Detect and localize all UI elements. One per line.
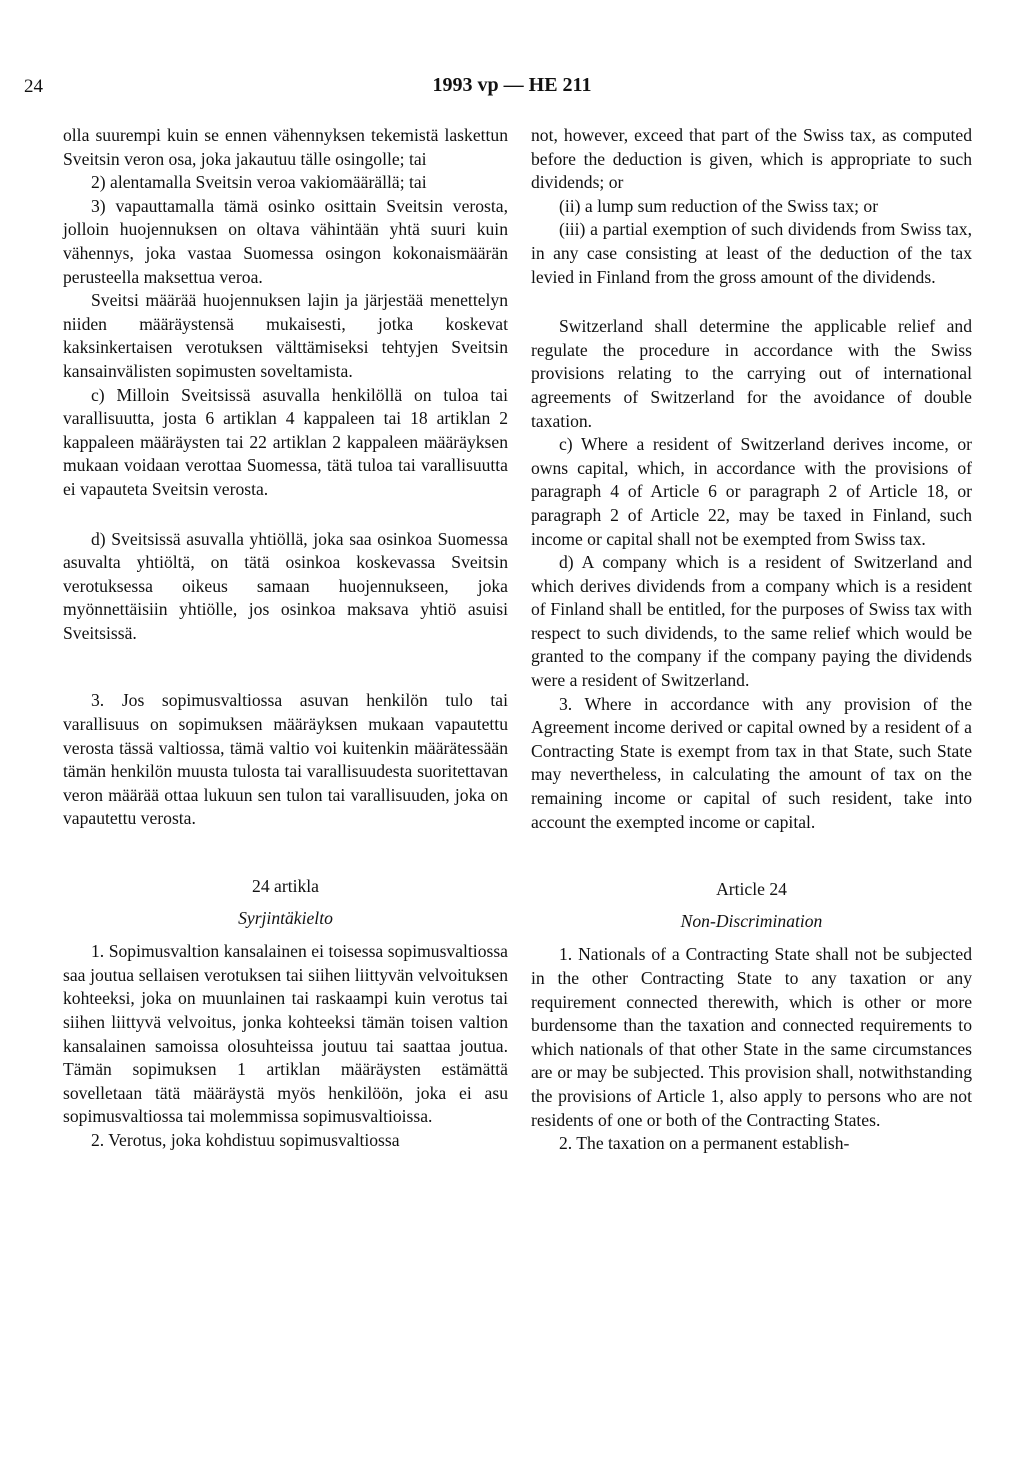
en-paragraph-8: 1. Nationals of a Contracting State shall not be subjected in the other Contracting State to any taxation or any requirement connected therewith, which is other or more burdensome than the taxation and connected requirements to which nationals of that other State in the same circumstances are or may be subjected. This provision shall, notwithstanding the provisions of Article 1, also apply to persons who are not residents of one or both of the Contracting States. <box>531 944 972 1130</box>
en-paragraph-1: not, however, exceed that part of the Swiss tax, as computed before the deduction is given, which is appropriate to such dividends; or <box>531 125 972 193</box>
fi-paragraph-6: d) Sveitsissä asuvalla yhtiöllä, joka saa osinkoa Suomessa asuvalta yhtiöltä, on tätä osinkoa koskevassa Sveitsin verotuksessa oikeus samaan huojennukseen, joka myönnettäisiin yhtiölle, jos osinkoa maksava yhtiö asuisi Sveitsissä. <box>63 528 508 643</box>
en-paragraph-2: (ii) a lump sum reduction of the Swiss tax; or <box>559 195 879 216</box>
fi-paragraph-3: 3) vapauttamalla tämä osinko osittain Sveitsin verosta, jolloin huojennuksen on oltava vähintään yhtä suuri kuin vähennys, joka vastaa Suomessa osingon kokonaismäärän perusteella maksettua veroa. <box>63 195 508 287</box>
fi-article-heading: 24 artikla <box>252 876 319 897</box>
en-paragraph-3: (iii) a partial exemption of such dividends from Swiss tax, in any case consisting at least of the deduction of the tax levied in Finland from the gross amount of the dividends. <box>531 219 972 287</box>
en-article-title: Non-Discrimination <box>680 910 823 931</box>
en-paragraph-5: c) Where a resident of Switzerland derives income, or owns capital, which, in accordance with the provisions of paragraph 4 of Article 6 or paragraph 2 of Article 18, or paragraph 2 of Article 22, may be taxed in Finland, such income or capital shall not be exempted from Swiss tax. <box>531 434 972 549</box>
en-paragraph-9: 2. The taxation on a permanent establish- <box>559 1133 850 1154</box>
en-paragraph-6: d) A company which is a resident of Switzerland and which derives dividends from a company which is a resident of Finland shall be entitled, for the purposes of Swiss tax with respect to such dividends, to the same relief which would be granted to the company if the company paying the dividends were a resident of Switzerland. <box>531 552 972 691</box>
fi-paragraph-7: 3. Jos sopimusvaltiossa asuvan henkilön tulo tai varallisuus on sopimuksen määräyksen mukaan vapautettu verosta tässä valtiossa, tämä valtio voi kuitenkin määrätessään tämän henkilön muusta tulosta tai varallisuudesta suoritettavan veron määrää ottaa lukuun sen tulon tai varallisuuden, joka on vapautettu verosta. <box>63 690 508 829</box>
en-article-heading: Article 24 <box>716 879 787 900</box>
page-header-title: 1993 vp — HE 211 <box>432 74 592 96</box>
en-paragraph-7: 3. Where in accordance with any provision of the Agreement income derived or capital owned by a resident of a Contracting State is exempt from tax in that State, such State may nevertheless, in calculating the amount of tax on the remaining income or capital of such resident, take into account the exempted income or capital. <box>531 693 972 832</box>
fi-paragraph-1: olla suurempi kuin se ennen vähennyksen tekemistä laskettun Sveitsin veron osa, joka jakautuu tälle osingolle; tai <box>63 125 508 169</box>
fi-paragraph-8: 1. Sopimusvaltion kansalainen ei toisessa sopimusvaltiossa saa joutua sellaisen verotuksen tai siihen liittyvän velvoituksen kohteeksi, joka on muunlainen tai raskaampi kuin verotus tai siihen liittyvä velvoitus, jonka kohteeksi tämän toisen valtion kansalainen samoissa olosuhteissa joutuu tai saattaa joutua. Tämän sopimuksen 1 artiklan määräysten estämättä sovelletaan tätä määräystä myös henkilöön, joka ei asu sopimusvaltiossa tai molemmissa sopimusvaltioissa. <box>63 941 508 1127</box>
finnish-column <box>63 124 508 1153</box>
english-column <box>531 124 972 1156</box>
fi-paragraph-4: Sveitsi määrää huojennuksen lajin ja järjestää menettelyn niiden määräystensä mukaisesti, jotka koskevat kaksinkertaisen verotuksen välttämiseksi tehtyjen Sveitsin kansainvälisten sopimusten soveltamista. <box>63 290 508 381</box>
fi-paragraph-2: 2) alentamalla Sveitsin veroa vakiomäärällä; tai <box>91 172 427 193</box>
en-paragraph-4: Switzerland shall determine the applicable relief and regulate the procedure in accordance with the Swiss provisions relating to the carrying out of international agreements of Switzerland for the avoidance of double taxation. <box>531 316 972 431</box>
fi-article-title: Syrjintäkielto <box>238 907 333 928</box>
fi-paragraph-9: 2. Verotus, joka kohdistuu sopimusvaltiossa <box>91 1129 400 1150</box>
fi-paragraph-5: c) Milloin Sveitsissä asuvalla henkilöllä on tuloa tai varallisuutta, josta 6 artiklan 4 kappaleen tai 18 artiklan 2 kappaleen määräysten tai 22 artiklan 2 kappaleen määräyksen mukaan voidaan verottaa Suomessa, tätä tuloa tai varallisuutta ei vapauteta Sveitsin verosta. <box>63 384 508 499</box>
page-number: 24 <box>24 76 43 97</box>
